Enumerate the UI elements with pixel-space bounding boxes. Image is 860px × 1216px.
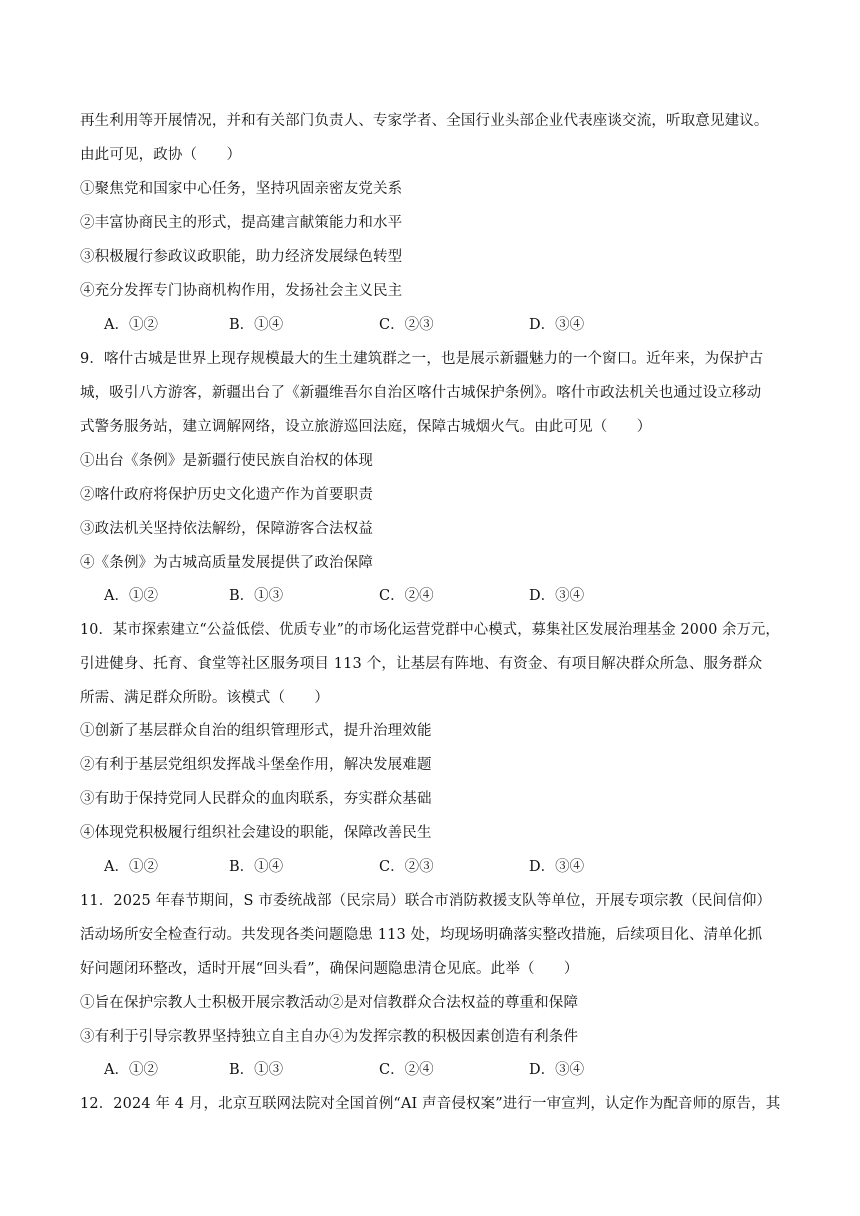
q11-stem-line-1: 11．2025 年春节期间，S 市委统战部（民宗局）联合市消防救援支队等单位，开展专项宗教（民间信仰） — [80, 893, 772, 909]
q9-option-c: C．②④ — [379, 588, 434, 604]
q10-option-a: A．①② — [104, 859, 158, 875]
q9-statement-1: ①出台《条例》是新疆行使民族自治权的体现 — [80, 453, 373, 469]
q11-statements-3-4: ③有利于引导宗教界坚持独立自主自办④为发挥宗教的积极因素创造有利条件 — [80, 1029, 579, 1045]
q10-stem-line-1: 10．某市探索建立“公益低偿、优质专业”的市场化运营党群中心模式，募集社区发展治理基金 2000 余万元， — [80, 622, 780, 638]
q11-option-d: D．③④ — [529, 1062, 585, 1078]
q8-stem-line-1: 再生利用等开展情况，并和有关部门负责人、专家学者、全国行业头部企业代表座谈交流，听取意见建议。 — [80, 113, 769, 129]
q9-option-a: A．①② — [104, 588, 158, 604]
q9-stem-line-1: 9．喀什古城是世界上现存规模最大的生土建筑群之一，也是展示新疆魅力的一个窗口。近年来，为保护古 — [80, 351, 764, 367]
q9-statement-4: ④《条例》为古城高质量发展提供了政治保障 — [80, 555, 373, 571]
q10-statement-2: ②有利于基层党组织发挥战斗堡垒作用，解决发展难题 — [80, 757, 432, 773]
q10-option-b: B．①④ — [229, 859, 284, 875]
q8-stem-line-2: 由此可见，政协（ ） — [80, 147, 242, 163]
q9-stem-line-3: 式警务服务站，建立调解网络，设立旅游巡回法庭，保障古城烟火气。由此可见（ ） — [80, 419, 652, 435]
q8-option-a: A．①② — [104, 317, 158, 333]
q10-stem-line-2: 引进健身、托育、食堂等社区服务项目 113 个，让基层有阵地、有资金、有项目解决群众所急、服务群众 — [80, 656, 763, 672]
q9-stem-line-2: 城，吸引八方游客，新疆出台了《新疆维吾尔自治区喀什古城保护条例》。喀什市政法机关也通过设立移动 — [80, 385, 762, 401]
q10-option-c: C．②③ — [379, 859, 434, 875]
q10-stem-line-3: 所需、满足群众所盼。该模式（ ） — [80, 690, 330, 706]
q11-statements-1-2: ①旨在保护宗教人士积极开展宗教活动②是对信教群众合法权益的尊重和保障 — [80, 995, 579, 1011]
q9-statement-2: ②喀什政府将保护历史文化遗产作为首要职责 — [80, 487, 373, 503]
q12-stem-line-1: 12．2024 年 4 月，北京互联网法院对全国首例“AI 声音侵权案”进行一审宣判，认定作为配音师的原告，其 — [80, 1096, 781, 1112]
q8-statement-3: ③积极履行参政议政职能，助力经济发展绿色转型 — [80, 249, 403, 265]
q8-option-c: C．②③ — [379, 317, 434, 333]
q8-option-d: D．③④ — [529, 317, 585, 333]
q9-option-b: B．①③ — [229, 588, 284, 604]
q11-option-b: B．①③ — [229, 1062, 284, 1078]
q10-statement-3: ③有助于保持党同人民群众的血肉联系，夯实群众基础 — [80, 791, 432, 807]
q10-option-d: D．③④ — [529, 859, 585, 875]
q11-stem-line-3: 好问题闭环整改，适时开展“回头看”，确保问题隐患清仓见底。此举（ ） — [80, 961, 579, 977]
q11-option-c: C．②④ — [379, 1062, 434, 1078]
q10-statement-4: ④体现党积极履行组织社会建设的职能，保障改善民生 — [80, 825, 432, 841]
q11-option-a: A．①② — [104, 1062, 158, 1078]
q8-statement-2: ②丰富协商民主的形式，提高建言献策能力和水平 — [80, 215, 403, 231]
q10-statement-1: ①创新了基层群众自治的组织管理形式，提升治理效能 — [80, 723, 432, 739]
q9-option-d: D．③④ — [529, 588, 585, 604]
q8-statement-1: ①聚焦党和国家中心任务，坚持巩固亲密友党关系 — [80, 181, 403, 197]
q11-stem-line-2: 活动场所安全检查行动。共发现各类问题隐患 113 处，均现场明确落实整改措施，后续项目化、清单化抓 — [80, 927, 763, 943]
q8-option-b: B．①④ — [229, 317, 284, 333]
q9-statement-3: ③政法机关坚持依法解纷，保障游客合法权益 — [80, 521, 373, 537]
q8-statement-4: ④充分发挥专门协商机构作用，发扬社会主义民主 — [80, 283, 403, 299]
